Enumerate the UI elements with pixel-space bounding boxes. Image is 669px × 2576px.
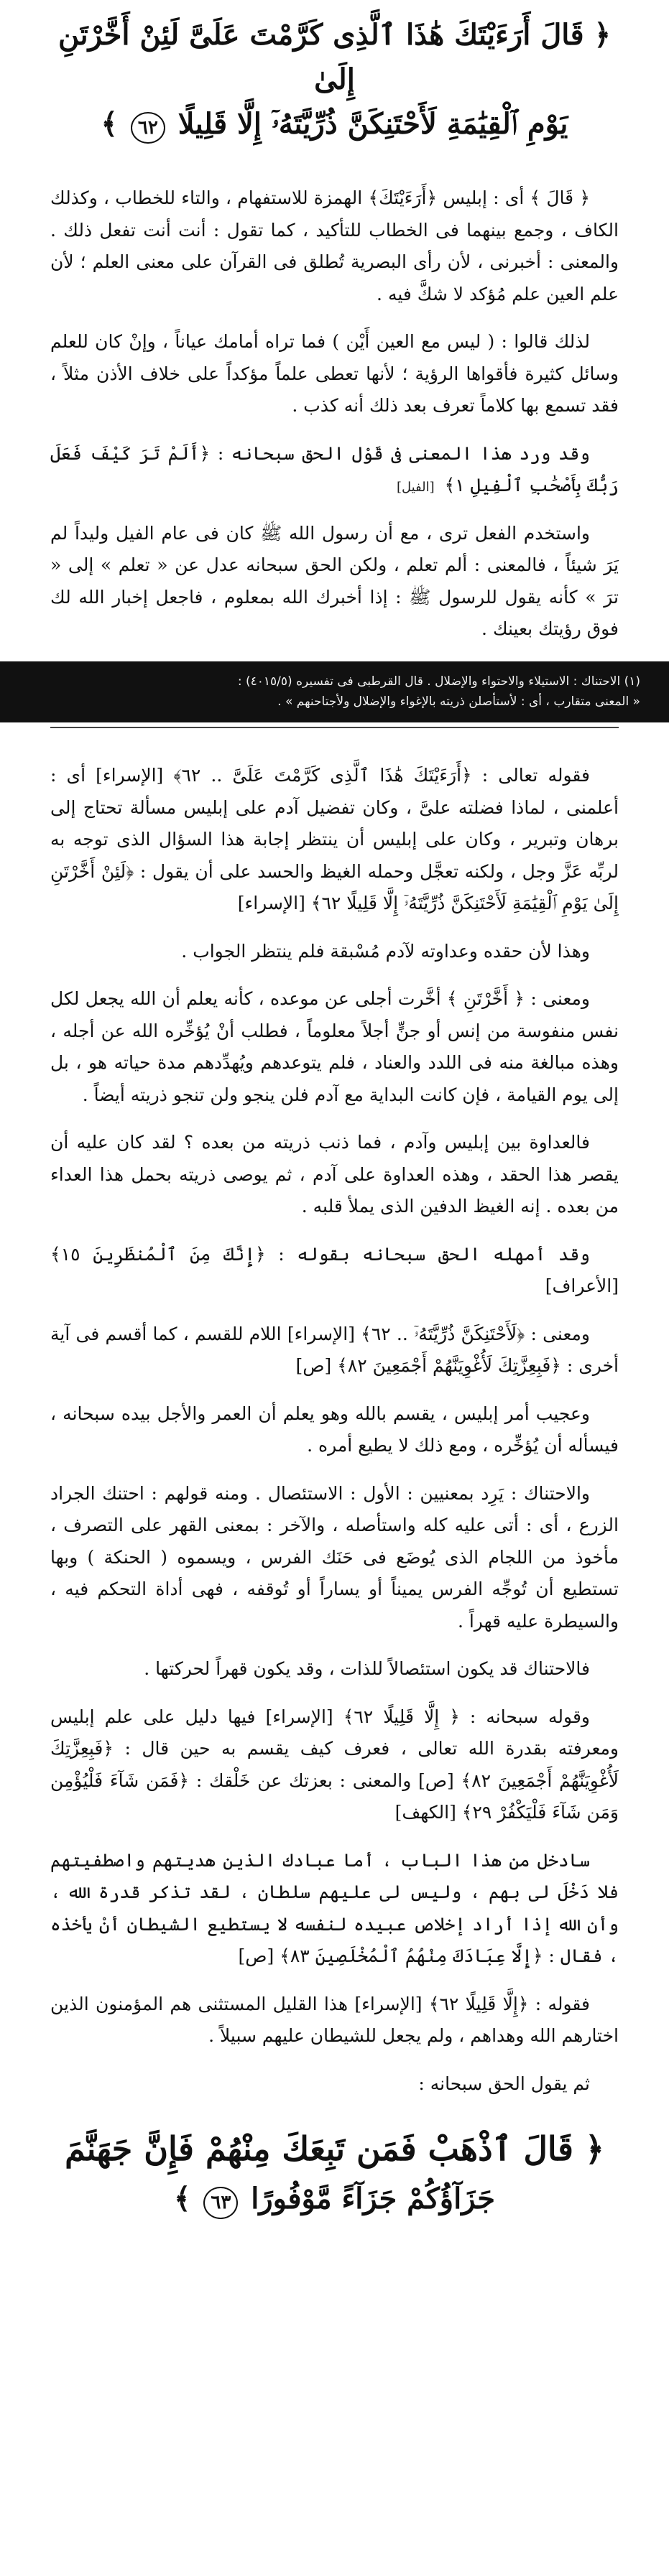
paragraph-main-3: ومعنى : ﴿ أَخَّرْتَنِ ﴾ أخَّرت أجلى عن موعده ، كأنه يعلم أن الله يجعل لكل نفس منفوسة من إنس أو جنٍّ أجلاً معلوماً ، فطلب أنْ يُؤخِّره الله عن أجله ، وهذه مبالغة منه فى اللدد والعناد ، فلم يتوعدهم ويُهدِّدهم مدة حياته هو ، بل إلى يوم القيامة ، فإن كانت البداية مع آدم فلن ينجو ولن تنجو ذريته أيضاً . [50,988,619,1105]
footnote-line-2: « المعنى متقارب ، أى : لأستأصلن ذريته بالإغواء والإضلال ولأجتاحنهم » . [277,694,640,710]
sura-tag-fil: [الفيل] [396,480,435,495]
top-verse-line1: ﴿ قَالَ أَرَءَيْتَكَ هَٰذَا ٱلَّذِى كَرَّمْتَ عَلَىَّ لَئِنْ أَخَّرْتَنِ إِلَىٰ [58,18,611,96]
paragraph-main-4: فالعداوة بين إبليس وآدم ، فما ذنب ذريته من بعده ؟ لقد كان عليه أن يقصر هذا الحقد ، وهذه العداوة على آدم ، ثم يوصى ذريته بحمل هذا العداء من بعده . إنه الغيظ الدفين الذى يملأ قلبه . [50,1132,619,1217]
top-verse-number: ٦٢ [131,112,165,144]
paragraph-main-1: فقوله تعالى : ﴿أَرَءَيْتَكَ هَٰذَا ٱلَّذِى كَرَّمْتَ عَلَىَّ .. ٦٢﴾ [الإسراء] أى : أعلمنى ، لماذا فضلته علىَّ ، وكان تفضيل آدم على إبليس مسألة تحتاج إلى برهان وتبرير ، وكان على إبليس أن ينتظر إجابة هذا السؤال الذى توجه به لربِّه عَزَّ وجل ، ولكنه تعجَّل وحمله الغيظ والحسد على أن يقول : ﴿لَئِنْ أَخَّرْتَنِ إِلَىٰ يَوْمِ ٱلْقِيَٰمَةِ لَأَحْتَنِكَنَّ ذُرِّيَّتَهُۥٓ إِلَّا قَلِيلًا ٦٢﴾ [الإسراء] [50,765,619,914]
paragraph-top-2: لذلك قالوا : ( ليس مع العين أَيْن ) فما تراه أمامك عياناً ، وإنْ كان للعلم وسائل كثيرة فأقواها الرؤية ؛ لأنها تعطى علماً مؤكداً على خلاف الأذن مثلاً ، فقد تسمع بها كلاماً تعرف بعد ذلك أنه كذب . [50,331,619,416]
paragraph-top-3 [50,438,619,502]
paragraph-main-2: وهذا لأن حقده وعداوته لآدم مُسْبقة فلم ينتظر الجواب . [181,940,590,962]
closing-verse-number: ٦٣ [203,2187,238,2220]
closing-verse-line1: ﴿ قَالَ ٱذْهَبْ فَمَن تَبِعَكَ مِنْهُمْ فَإِنَّ جَهَنَّمَ [65,2129,604,2169]
main-body [0,745,669,2100]
footnote-block [0,661,669,723]
top-body [0,154,669,646]
paragraph-main-6: ومعنى : ﴿لَأَحْتَنِكَنَّ ذُرِّيَّتَهُۥٓ .. ٦٢﴾ [الإسراء] اللام للقسم ، كما أقسم فى آية أخرى : ﴿فَبِعِزَّتِكَ لَأُغْوِيَنَّهُمْ أَجْمَعِينَ ٨٢﴾ [ص] [50,1323,619,1377]
top-verse: ﴿ قَالَ أَرَءَيْتَكَ هَٰذَا ٱلَّذِى كَرَّمْتَ عَلَىَّ لَئِنْ أَخَّرْتَنِ إِلَىٰ يَوْمِ ٱلْقِيَٰمَةِ لَأَحْتَنِكَنَّ ذُرِّيَّتَهُۥٓ إِلَّا قَلِيلًا ٦٢ ﴾ [0,0,669,154]
divider [50,727,619,728]
paragraph-main-9: فالاحتناك قد يكون استئصالاً للذات ، وقد يكون قهراً لحركتها . [144,1658,590,1680]
paragraph-main-12: فقوله : ﴿إِلَّا قَلِيلًا ٦٢﴾ [الإسراء] هذا القليل المستثنى هم المؤمنون الذين اختارهم الله وهداهم ، ولم يجعل للشيطان عليهم سبيلاً . [50,1993,619,2047]
paragraph-top-3-text: وقد ورد هذا المعنى فى قَوْل الحق سبحانه : ﴿أَلَمْ تَرَ كَيْفَ فَعَلَ رَبُّكَ بِأَصْحَٰبِ ٱلْفِيلِ ١﴾ [50,442,619,496]
top-verse-line2: يَوْمِ ٱلْقِيَٰمَةِ لَأَحْتَنِكَنَّ ذُرِّيَّتَهُۥٓ إِلَّا قَلِيلًا [177,107,568,141]
paragraph-main-11: سادخل من هذا الباب ، أما عبادك الذين هديتهم واصطفيتهم فلا دَخْلَ لى بهم ، وليس لى عليهم سلطان ، لقد تذكر قدرة الله ، وأن الله إذا أراد إخلاص عبيده لنفسه لا يستطيع الشيطان أنْ يأخذه ، فقال : ﴿إِلَّا عِبَادَكَ مِنْهُمُ ٱلْمُخْلَصِينَ ٨٣﴾ [ص] [50,1849,619,1967]
paragraph-main-10: وقوله سبحانه : ﴿ إِلَّا قَلِيلًا ٦٢﴾ [الإسراء] فيها دليل على علم إبليس ومعرفته بقدرة الله تعالى ، فعرف كيف يقسم به حين قال : ﴿فَبِعِزَّتِكَ لَأُغْوِيَنَّهُمْ أَجْمَعِينَ ٨٢﴾ [ص] والمعنى : بعزتك عن خَلْقك : ﴿فَمَن شَآءَ فَلْيُؤْمِن وَمَن شَآءَ فَلْيَكْفُرْ ٢٩﴾ [الكهف] [50,1706,619,1823]
closing-verse-line2: جَزَآؤُكُمْ جَزَآءً مَّوْفُورًا [251,2181,495,2215]
paragraph-main-5: وقد أمهله الحق سبحانه بقوله : ﴿إِنَّكَ مِنَ ٱلْمُنظَرِينَ ١٥﴾ [الأعراف] [50,1243,619,1297]
paragraph-top-4: واستخدم الفعل ترى ، مع أن رسول الله ﷺ كان فى عام الفيل وليداً لم يَرَ شيئاً ، فالمعنى : ألم تعلم ، ولكن الحق سبحانه عدل عن « تعلم » إلى « ترَ » كأنه يقول للرسول ﷺ : إذا أخبرك الله بمعلوم ، فاجعل إخبار الله لك فوق رؤيتك بعينك . [50,522,619,639]
paragraph-main-8: والاحتناك : يَرِد بمعنيين : الأول : الاستئصال . ومنه قولهم : احتنك الجراد الزرع ، أى : أتى عليه كله واستأصله ، والآخر : بمعنى القهر على التصرف ، مأخوذ من اللجام الذى يُوضَع فى حَنَك الفرس ، ويسموه ( الحنكة ) وبها تستطيع أن تُوجِّه الفرس يميناً أو يساراً أو تُوقفه ، فهى أداة التحكم فيه ، والسيطرة عليه قهراً . [50,1482,619,1632]
footnote-line-1: (١) الاحتناك : الاستيلاء والاحتواء والإضلال . قال القرطبى فى تفسيره (٤٠١٥/٥) : [237,674,640,689]
paragraph-top-1: ﴿ قَالَ ﴾ أى : إبليس ﴿أَرَءَيْتَكَ﴾ الهمزة للاستفهام ، والتاء للخطاب ، وكذلك الكاف ، وجمع بينهما فى الخطاب للتأكيد ، كما تقول : أنت أنت تفعل ذلك . والمعنى : أخبرنى ، لأن رأى البصرية تُطلق فى القرآن على معنى العلم ؛ لأن علم العين علم مُؤكد لا شكَّ فيه . [50,187,619,304]
paragraph-main-13: ثم يقول الحق سبحانه : [418,2073,590,2094]
closing-verse: ﴿ قَالَ ٱذْهَبْ فَمَن تَبِعَكَ مِنْهُمْ فَإِنَّ جَهَنَّمَ جَزَآؤُكُمْ جَزَآءً مَّوْفُورًا ٦٣ ﴾ [0,2116,669,2222]
paragraph-main-7: وعجيب أمر إبليس ، يقسم بالله وهو يعلم أن العمر والأجل بيده سبحانه ، فيسأله أن يُؤخِّره ، ومع ذلك لا يطيع أمره . [50,1403,619,1456]
